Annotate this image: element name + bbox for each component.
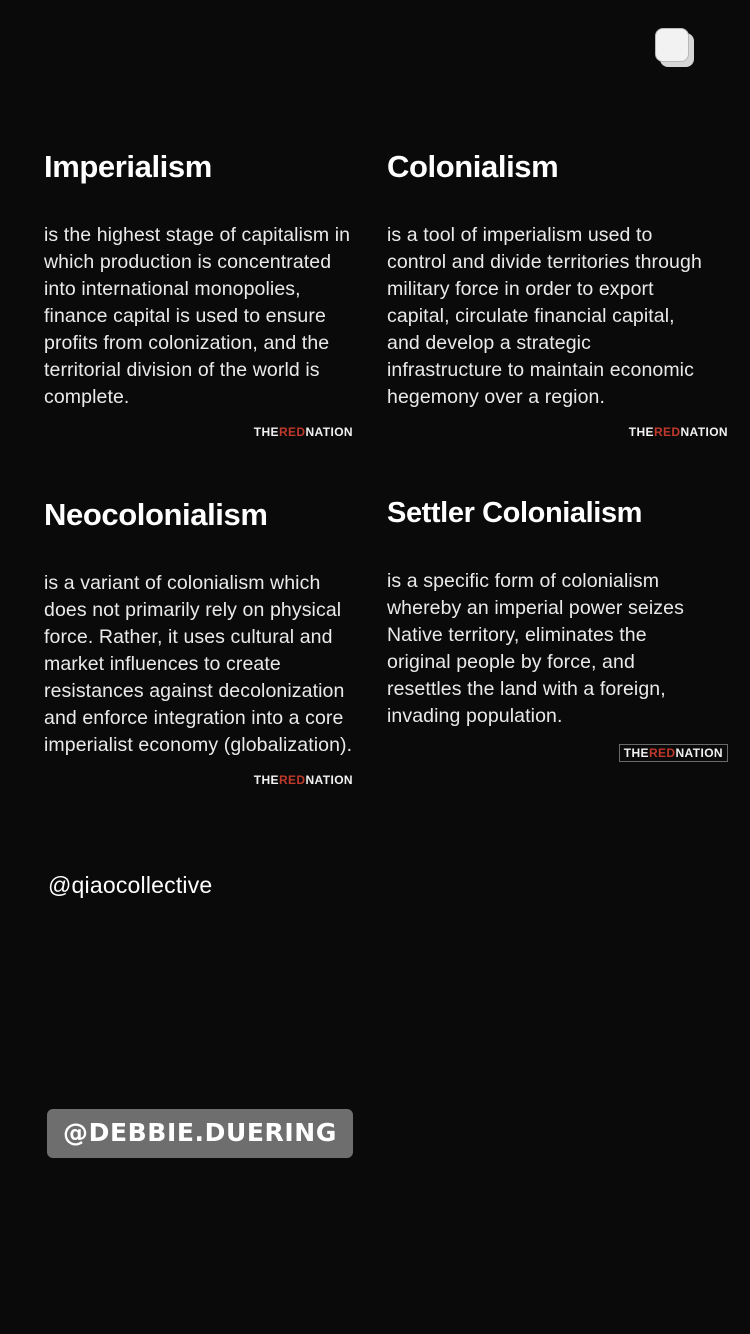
brand-the: THE [253,773,279,788]
term-definition-colonialism: is a tool of imperialism used to control and divide territories through military force in order to export capital, circulate financial capital, and develop a strategic infrastructure to maintain economic hegemony over a region. [387,224,702,409]
brand-watermark-colonialism [387,425,728,439]
brand-the: THE [623,745,649,760]
brand-red: RED [648,745,676,760]
brand-nation: NATION [675,745,723,760]
brand-watermark-settler-colonialism [619,744,728,762]
brand-red: RED [653,425,681,440]
definition-card-colonialism [375,150,750,480]
brand-watermark-neocolonialism [44,773,353,787]
credit-handle[interactable]: @qiaocollective [48,872,213,898]
sticker-front-layer [655,28,689,62]
definition-card-settler-colonialism [375,498,750,787]
definitions-row-top [0,150,750,480]
brand-nation: NATION [680,425,728,440]
term-title-colonialism: Colonialism [387,149,559,184]
brand-the: THE [253,425,279,440]
term-title-neocolonialism: Neocolonialism [44,497,268,532]
term-title-settler-colonialism: Settler Colonialism [387,497,643,529]
term-definition-imperialism: is the highest stage of capitalism in which production is concentrated into international monopolies, finance capital is used to ensure profits from colonization, and the territorial division of the world is complete. [44,224,351,409]
definition-card-imperialism [0,150,375,480]
definitions-row-bottom [0,498,750,787]
brand-watermark-imperialism [44,425,353,439]
brand-red: RED [278,773,306,788]
brand-red: RED [278,425,306,440]
username-tag[interactable]: @DEBBIE.DUERING [47,1109,353,1158]
brand-nation: NATION [305,425,353,440]
term-definition-settler-colonialism: is a specific form of colonialism whereby an imperial power seizes Native territory, eliminates the original people by force, and resettles the land with a foreign, invading population. [387,569,684,727]
definition-card-neocolonialism [0,498,375,787]
term-definition-neocolonialism: is a variant of colonialism which does not primarily rely on physical force. Rather, it uses cultural and market influences to create resistances against decolonization and enforce integration into a core imperialist economy (globalization). [44,572,353,757]
brand-nation: NATION [305,773,353,788]
definitions-grid [0,150,750,787]
brand-the: THE [628,425,654,440]
rounded-square-sticker-icon[interactable] [655,28,695,68]
term-title-imperialism: Imperialism [44,149,212,184]
